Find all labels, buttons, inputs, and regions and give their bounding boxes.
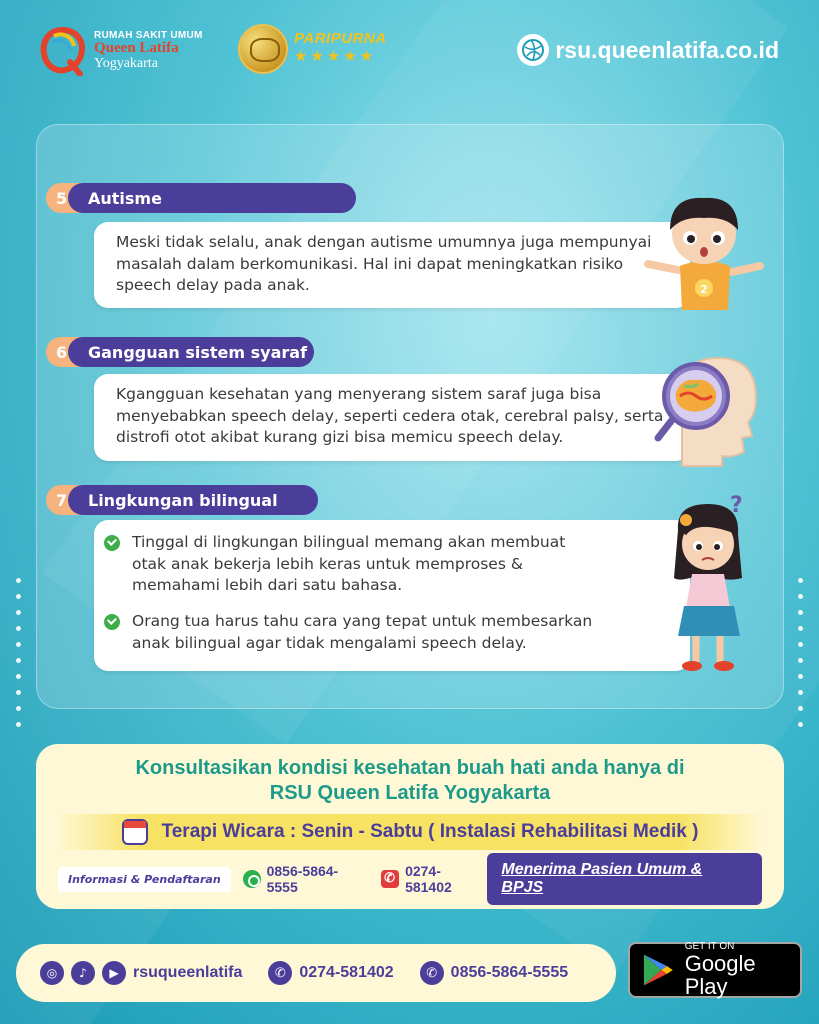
section-7-bullet-1: Tinggal di lingkungan bilingual memang akan membuat otak anak bekerja lebih keras untuk memproses & memahami lebih dari satu bahasa.: [132, 533, 566, 595]
section-5-text: Meski tidak selalu, anak dengan autisme umumnya juga mempunyai masalah dalam berkomunikasi. Hal ini dapat meningkatkan risiko speech delay pada anak.: [116, 233, 652, 295]
patients-accepted-button[interactable]: Menerima Pasien Umum & BPJS: [487, 853, 762, 905]
footer-bar: [16, 944, 616, 1002]
google-play-text: [685, 942, 800, 999]
list-item: [104, 532, 668, 597]
check-icon: [104, 535, 120, 551]
contact-row: [58, 862, 762, 896]
section-5-number: 5: [46, 183, 84, 213]
website-url: rsu.queenlatifa.co.id: [555, 36, 779, 63]
therapy-schedule-bar: [56, 814, 764, 850]
calendar-icon: [122, 819, 148, 845]
header: [40, 22, 779, 82]
google-play-badge[interactable]: [628, 942, 802, 998]
org-line2: Queen Latifa: [94, 40, 179, 57]
section-6-title: Gangguan sistem syaraf: [68, 337, 314, 367]
confused-boy-illustration: [640, 186, 770, 316]
google-play-big: Google Play: [684, 951, 756, 1000]
footer-phone[interactable]: 0274-581402: [299, 964, 394, 981]
accreditation-stars: ★★★★★: [294, 47, 377, 65]
phone-icon: ✆: [268, 961, 292, 985]
info-registration-label: Informasi & Pendaftaran: [58, 867, 231, 892]
section-7-bullet-2: Orang tua harus tahu cara yang tepat untuk membesarkan anak bilingual agar tidak mengalami speech delay.: [132, 612, 593, 652]
section-5-title: Autisme: [68, 183, 356, 213]
therapy-schedule: Terapi Wicara : Senin - Sabtu ( Instalasi Rehabilitasi Medik ): [161, 821, 699, 842]
section-6-header: [46, 337, 314, 367]
list-item: [104, 611, 668, 654]
footer-whatsapp[interactable]: 0856-5864-5555: [450, 964, 569, 981]
google-play-small: GET IT ON: [684, 940, 735, 952]
accreditation-medal-icon: [238, 24, 288, 74]
whatsapp-contact[interactable]: [243, 863, 369, 895]
thinking-girl-illustration: [656, 490, 766, 676]
section-5-header: [46, 183, 356, 213]
section-6-text: Kgangguan kesehatan yang menyerang sistem saraf juga bisa menyebabkan speech delay, seperti cedera otak, cerebral palsy, serta distrofi otot akibat kurang gizi bisa memicu speech delay.: [116, 385, 664, 447]
decorative-dots-left: [16, 578, 22, 738]
consultation-heading: [36, 756, 784, 806]
phone-contact[interactable]: [381, 863, 487, 895]
youtube-icon[interactable]: ▶: [102, 961, 126, 985]
section-5-box: [94, 222, 690, 308]
globe-icon: [517, 34, 549, 66]
section-7-number: 7: [46, 485, 84, 515]
logo-text: [94, 31, 203, 72]
section-6-number: 6: [46, 337, 84, 367]
svg-text:2: 2: [700, 283, 708, 296]
org-line3: Yogyakarta: [94, 55, 158, 71]
google-play-icon: [642, 952, 675, 988]
phone-number: 0274-581402: [405, 863, 452, 895]
whatsapp-icon: ✆: [420, 961, 444, 985]
section-7-header: [46, 485, 318, 515]
accreditation-label: PARIPURNA: [294, 30, 387, 47]
consultation-heading-line2: RSU Queen Latifa Yogyakarta: [269, 782, 551, 804]
hospital-logo[interactable]: [40, 26, 203, 76]
decorative-dots-right: [798, 578, 804, 738]
section-7-box: [94, 520, 690, 671]
social-handle[interactable]: rsuqueenlatifa: [133, 964, 243, 981]
website-link[interactable]: [517, 34, 779, 66]
whatsapp-number: 0856-5864-5555: [266, 863, 339, 895]
section-6-box: [94, 374, 690, 461]
phone-icon: [381, 870, 399, 888]
tiktok-icon[interactable]: ♪: [71, 961, 95, 985]
whatsapp-icon: [243, 870, 261, 888]
section-7-title: Lingkungan bilingual: [68, 485, 318, 515]
check-icon: [104, 614, 120, 630]
org-line1: RUMAH SAKIT UMUM: [94, 29, 203, 41]
svg-text:?: ?: [730, 493, 743, 518]
queen-latifa-logo-icon: [40, 26, 86, 76]
accreditation-badge: [294, 30, 387, 65]
consultation-heading-line1: Konsultasikan kondisi kesehatan buah hati anda hanya di: [135, 757, 685, 779]
consultation-panel: [36, 744, 784, 909]
instagram-icon[interactable]: ◎: [40, 961, 64, 985]
brain-magnifier-illustration: [652, 352, 764, 468]
